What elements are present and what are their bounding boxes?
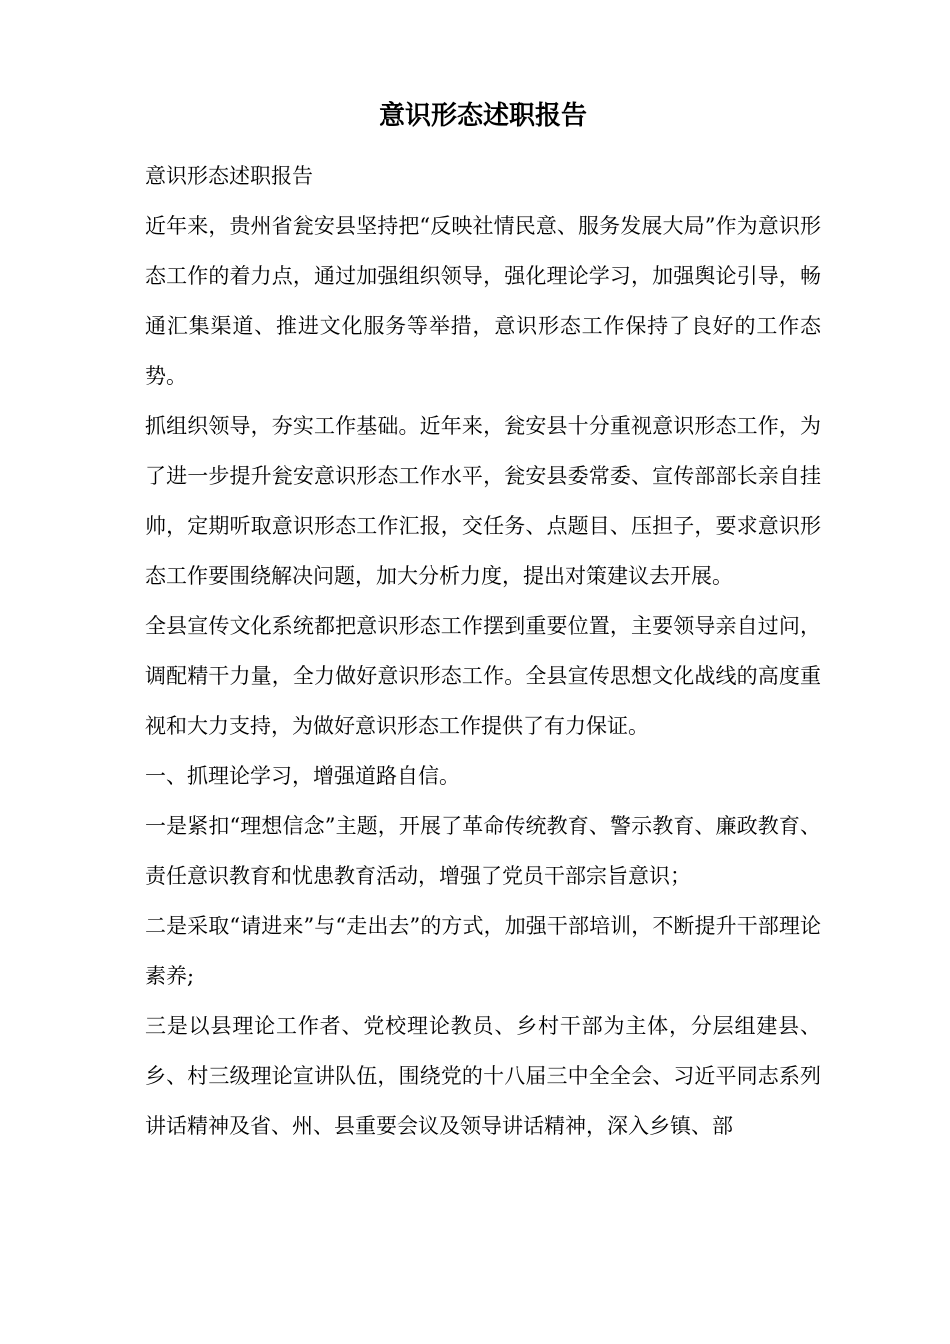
document-title: 意识形态述职报告 [378, 101, 587, 131]
paragraph-organization: 抓组织领导，夯实工作基础。近年来，瓮安县十分重视意识形态工作，为了进一步提升瓮安意识形态工作水平，瓮安县委常委、宣传部部长亲自挂帅，定期听取意识形态工作汇报，交任务、点题目、压担子，要求意识形态工作要围绕解决问题，加大分析力度，提出对策建议去开展。 [145, 414, 821, 588]
document-body [145, 151, 821, 1151]
paragraph-point-one: 一是紧扣“理想信念”主题，开展了革命传统教育、警示教育、廉政教育、责任意识教育和忧患教育活动，增强了党员干部宗旨意识； [145, 814, 821, 888]
paragraph-point-three: 三是以县理论工作者、党校理论教员、乡村干部为主体，分层组建县、乡、村三级理论宣讲队伍，围绕党的十八届三中全全会、习近平同志系列讲话精神及省、州、县重要会议及领导讲话精神，深入乡镇、部 [145, 1014, 821, 1138]
paragraph-subtitle: 意识形态述职报告 [145, 164, 313, 188]
paragraph-intro: 近年来，贵州省瓮安县坚持把“反映社情民意、服务发展大局”作为意识形态工作的着力点，通过加强组织领导，强化理论学习，加强舆论引导，畅通汇集渠道、推进文化服务等举措，意识形态工作保持了良好的工作态势。 [145, 214, 821, 388]
section-heading-theory-study: 一、抓理论学习，增强道路自信。 [145, 764, 460, 788]
paragraph-propaganda-system: 全县宣传文化系统都把意识形态工作摆到重要位置，主要领导亲自过问，调配精干力量，全力做好意识形态工作。全县宣传思想文化战线的高度重视和大力支持，为做好意识形态工作提供了有力保证。 [145, 614, 821, 738]
paragraph-point-two: 二是采取“请进来”与“走出去”的方式，加强干部培训，不断提升干部理论素养; [145, 914, 821, 988]
